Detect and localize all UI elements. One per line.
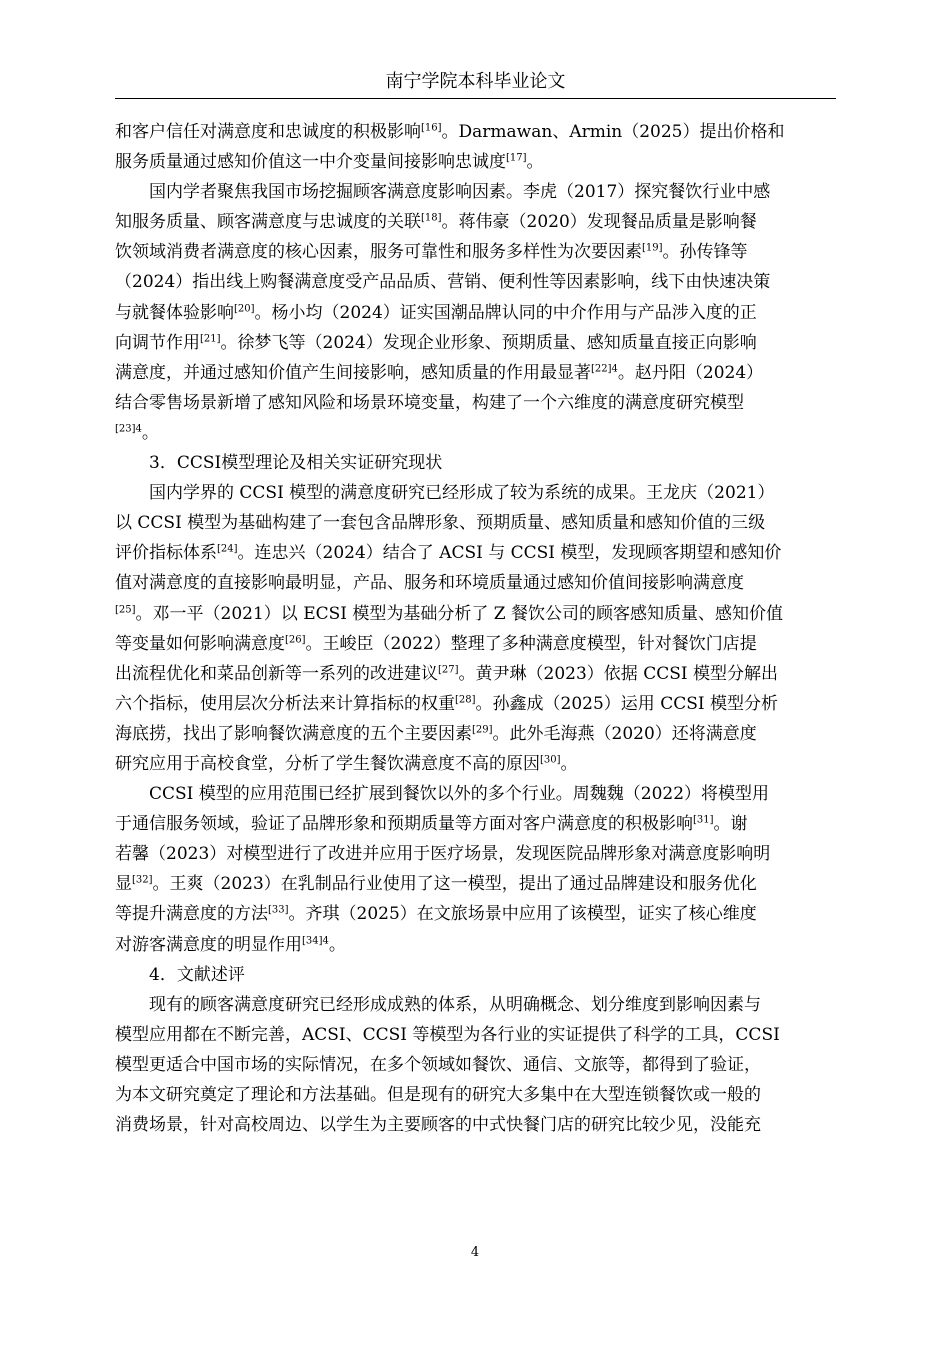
text-line: [115, 117, 836, 147]
text-segment: 。: [328, 934, 346, 955]
citation-marker: [34]4: [302, 934, 329, 946]
text-segment: 结合零售场景新增了感知风险和场景环境变量，构建了一个六维度的满意度研究模型: [115, 392, 744, 413]
text-line: [115, 478, 836, 508]
citation-marker: [27]: [438, 664, 459, 676]
text-segment: 。王爽（2023）在乳制品行业使用了这一模型，提出了通过品牌建设和服务优化: [152, 874, 757, 895]
text-segment: 服务质量通过感知价值这一中介变量间接影响忠诚度: [115, 152, 506, 173]
text-segment: 于通信服务领域，验证了品牌形象和预期质量等方面对客户满意度的积极影响: [115, 814, 693, 835]
text-line: [115, 1110, 836, 1140]
citation-marker: [32]: [132, 874, 153, 886]
text-segment: 六个指标，使用层次分析法来计算指标的权重: [115, 693, 455, 714]
citation-marker: [20]: [234, 302, 255, 314]
text-segment: 现有的顾客满意度研究已经形成成熟的体系，从明确概念、划分维度到影响因素与: [149, 994, 761, 1015]
text-segment: 与就餐体验影响: [115, 302, 234, 323]
text-segment: 。连忠兴（2024）结合了 ACSI 与 CCSI 模型，发现顾客期望和感知价: [237, 543, 782, 564]
text-segment: 显: [115, 874, 132, 895]
text-line: [115, 809, 836, 839]
text-segment: 。谢: [713, 814, 748, 835]
text-segment: （2024）指出线上购餐满意度受产品品质、营销、便利性等因素影响，线下由快速决策: [115, 272, 771, 293]
text-line: [115, 538, 836, 568]
text-segment: 。王峻臣（2022）整理了多种满意度模型，针对餐饮门店提: [305, 633, 757, 654]
text-line: [115, 719, 836, 749]
text-line: [115, 568, 836, 598]
text-segment: 。孙传锋等: [662, 242, 748, 263]
citation-marker: [31]: [693, 814, 714, 826]
citation-marker: [33]: [268, 904, 289, 916]
text-line: [115, 358, 836, 388]
text-segment: 。: [526, 152, 544, 173]
body-text: [115, 117, 836, 1140]
text-segment: 模型更适合中国市场的实际情况，在多个领域如餐饮、通信、文旅等，都得到了验证，: [115, 1054, 761, 1075]
citation-marker: [29]: [472, 724, 493, 736]
text-line: [115, 177, 836, 207]
text-line: [115, 599, 836, 629]
text-segment: 饮领域消费者满意度的核心因素，服务可靠性和服务多样性为次要因素: [115, 242, 642, 263]
text-line: [115, 899, 836, 929]
citation-marker: [23]4: [115, 423, 142, 435]
citation-marker: [22]4: [591, 363, 618, 375]
text-line: [115, 1050, 836, 1080]
text-segment: 。孙鑫成（2025）运用 CCSI 模型分析: [475, 693, 778, 714]
text-segment: 等提升满意度的方法: [115, 904, 268, 925]
text-line: [115, 749, 836, 779]
text-segment: 和客户信任对满意度和忠诚度的积极影响: [115, 122, 421, 142]
text-line: [115, 779, 836, 809]
text-line: [115, 267, 836, 297]
page-number: 4: [470, 1245, 480, 1260]
citation-marker: [25]: [115, 603, 136, 615]
text-segment: 知服务质量、顾客满意度与忠诚度的关联: [115, 212, 421, 233]
text-line: [115, 237, 836, 267]
text-segment: 。齐琪（2025）在文旅场景中应用了该模型，证实了核心维度: [288, 904, 757, 925]
text-segment: 4．文献述评: [149, 964, 245, 985]
page-header-title: 南宁学院本科毕业论文: [385, 71, 566, 92]
text-line: [115, 869, 836, 899]
text-segment: 研究应用于高校食堂，分析了学生餐饮满意度不高的原因: [115, 753, 540, 774]
text-segment: 对游客满意度的明显作用: [115, 934, 302, 955]
citation-marker: [26]: [285, 633, 306, 645]
text-line: [115, 629, 836, 659]
text-line: [115, 298, 836, 328]
text-line: [115, 659, 836, 689]
text-segment: 消费场景，针对高校周边、以学生为主要顾客的中式快餐门店的研究比较少见，没能充: [115, 1115, 761, 1136]
text-line: [115, 328, 836, 358]
text-line: [115, 990, 836, 1020]
text-segment: 以 CCSI 模型为基础构建了一套包含品牌形象、预期质量、感知质量和感知价值的三级: [115, 513, 766, 534]
citation-marker: [28]: [455, 694, 476, 706]
text-line: [115, 418, 836, 448]
citation-marker: [17]: [506, 152, 527, 164]
text-segment: 。此外毛海燕（2020）还将满意度: [492, 723, 757, 744]
text-segment: 3．CCSI模型理论及相关实证研究现状: [149, 453, 443, 474]
text-segment: 海底捞，找出了影响餐饮满意度的五个主要因素: [115, 723, 472, 744]
text-line: [115, 1020, 836, 1050]
text-segment: 。赵丹阳（2024）: [617, 362, 764, 383]
text-segment: 为本文研究奠定了理论和方法基础。但是现有的研究大多集中在大型连锁餐饮或一般的: [115, 1085, 761, 1105]
text-segment: 。: [141, 422, 159, 443]
text-segment: 。徐梦飞等（2024）发现企业形象、预期质量、感知质量直接正向影响: [220, 332, 757, 353]
text-segment: 。Darmawan、Armin（2025）提出价格和: [441, 122, 785, 142]
text-segment: 等变量如何影响满意度: [115, 633, 285, 654]
text-segment: 。黄尹琳（2023）依据 CCSI 模型分解出: [458, 663, 778, 684]
text-line: [115, 689, 836, 719]
text-segment: 值对满意度的直接影响最明显，产品、服务和环境质量通过感知价值间接影响满意度: [115, 573, 744, 594]
text-line: [115, 147, 836, 177]
text-line: [115, 388, 836, 418]
text-segment: 模型应用都在不断完善，ACSI、CCSI 等模型为各行业的实证提供了科学的工具，CCSI: [115, 1024, 780, 1045]
citation-marker: [16]: [421, 122, 442, 134]
text-segment: 。: [560, 753, 578, 774]
section-heading: [115, 448, 836, 478]
text-segment: 国内学者聚焦我国市场挖掘顾客满意度影响因素。李虎（2017）探究餐饮行业中感: [149, 182, 771, 203]
text-line: [115, 839, 836, 869]
section-heading: [115, 960, 836, 990]
text-line: [115, 1080, 836, 1110]
text-line: [115, 930, 836, 960]
text-segment: CCSI 模型的应用范围已经扩展到餐饮以外的多个行业。周魏魏（2022）将模型用: [149, 784, 770, 805]
citation-marker: [21]: [200, 333, 221, 344]
header-divider: [115, 98, 836, 99]
citation-marker: [24]: [217, 543, 238, 555]
text-segment: 向调节作用: [115, 332, 200, 353]
text-segment: 满意度，并通过感知价值产生间接影响，感知质量的作用最显著: [115, 362, 591, 383]
text-line: [115, 508, 836, 538]
text-segment: 评价指标体系: [115, 543, 217, 564]
citation-marker: [19]: [642, 242, 663, 254]
text-segment: 若馨（2023）对模型进行了改进并应用于医疗场景，发现医院品牌形象对满意度影响明: [115, 844, 771, 865]
text-segment: 。邓一平（2021）以 ECSI 模型为基础分析了 Z 餐饮公司的顾客感知质量、感知价值: [135, 603, 783, 624]
citation-marker: [30]: [540, 754, 561, 766]
text-segment: 。蒋伟豪（2020）发现餐品质量是影响餐: [441, 212, 757, 233]
text-segment: 出流程优化和菜品创新等一系列的改进建议: [115, 663, 438, 684]
citation-marker: [18]: [421, 212, 442, 224]
text-line: [115, 207, 836, 237]
text-segment: 国内学界的 CCSI 模型的满意度研究已经形成了较为系统的成果。王龙庆（2021）: [149, 483, 775, 504]
text-segment: 。杨小均（2024）证实国潮品牌认同的中介作用与产品涉入度的正: [254, 302, 757, 323]
